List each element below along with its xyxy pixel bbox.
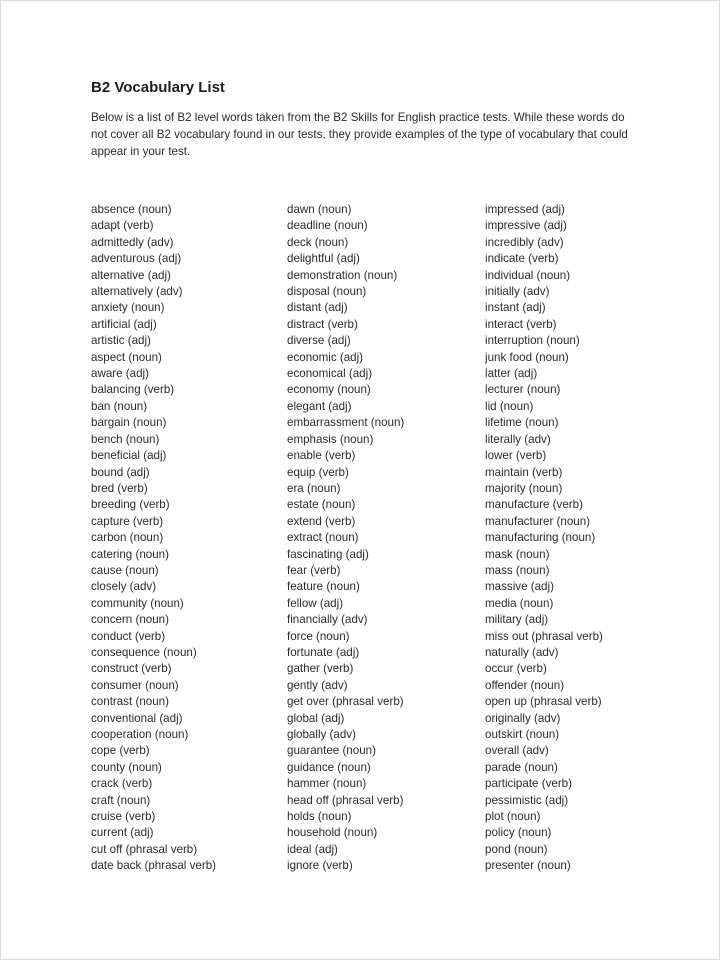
vocab-item: balancing (verb) bbox=[91, 383, 175, 397]
vocab-item: crack (verb) bbox=[91, 777, 153, 791]
vocab-item: globally (adv) bbox=[287, 728, 356, 741]
vocab-item: distant (adj) bbox=[287, 301, 348, 315]
vocab-item: latter (adj) bbox=[485, 367, 538, 381]
vocab-item: closely (adv) bbox=[91, 580, 157, 594]
vocab-item: holds (noun) bbox=[287, 810, 352, 824]
vocab-item: fortunate (adj) bbox=[287, 645, 360, 659]
vocab-item: consequence (noun) bbox=[91, 645, 197, 659]
vocab-item: community (noun) bbox=[91, 596, 184, 610]
vocab-item: manufacturer (noun) bbox=[485, 514, 591, 528]
vocab-item: alternatively (adv) bbox=[91, 285, 183, 299]
vocab-item: contrast (noun) bbox=[91, 695, 169, 709]
vocab-item: ignore (verb) bbox=[287, 859, 353, 873]
vocab-item: emphasis (noun) bbox=[287, 432, 374, 446]
vocab-item: cause (noun) bbox=[91, 563, 159, 577]
vocab-item: bench (noun) bbox=[91, 432, 160, 446]
vocab-item: equip (verb) bbox=[287, 465, 349, 479]
vocab-item: absence (noun) bbox=[91, 203, 172, 216]
vocab-item: demonstration (noun) bbox=[287, 268, 398, 282]
vocab-item: open up (phrasal verb) bbox=[485, 695, 602, 709]
vocab-item: occur (verb) bbox=[485, 662, 547, 676]
vocab-item: impressive (adj) bbox=[485, 219, 567, 233]
vocab-item: head off (phrasal verb) bbox=[287, 793, 404, 807]
vocab-item: indicate (verb) bbox=[485, 252, 559, 266]
vocab-item: consumer (noun) bbox=[91, 678, 179, 692]
vocab-item: maintain (verb) bbox=[485, 465, 563, 479]
vocab-item: gently (adv) bbox=[287, 678, 348, 692]
vocab-columns bbox=[91, 202, 719, 875]
vocab-item: pessimistic (adj) bbox=[485, 793, 569, 807]
vocab-item: originally (adv) bbox=[485, 711, 561, 725]
vocab-item: conventional (adj) bbox=[91, 711, 183, 725]
vocab-item: instant (adj) bbox=[485, 301, 546, 315]
vocab-item: junk food (noun) bbox=[485, 350, 569, 364]
vocab-item: lower (verb) bbox=[485, 449, 547, 463]
document-content bbox=[1, 1, 719, 875]
vocab-item: fascinating (adj) bbox=[287, 547, 369, 561]
vocab-item: lid (noun) bbox=[485, 399, 534, 413]
vocab-item: delightful (adj) bbox=[287, 252, 360, 266]
vocab-item: artificial (adj) bbox=[91, 317, 157, 331]
vocab-item: deadline (noun) bbox=[287, 219, 368, 233]
vocab-item: breeding (verb) bbox=[91, 498, 170, 512]
vocab-item: era (noun) bbox=[287, 481, 341, 495]
vocab-item: economical (adj) bbox=[287, 367, 373, 381]
vocab-item: parade (noun) bbox=[485, 760, 558, 774]
vocab-item: cruise (verb) bbox=[91, 810, 156, 824]
vocab-item: military (adj) bbox=[485, 613, 549, 627]
vocab-item: feature (noun) bbox=[287, 580, 360, 594]
vocab-item: fear (verb) bbox=[287, 563, 341, 577]
vocab-column-1 bbox=[91, 202, 287, 875]
vocab-item: interact (verb) bbox=[485, 317, 557, 331]
vocab-item: economic (adj) bbox=[287, 350, 364, 364]
vocab-item: enable (verb) bbox=[287, 449, 356, 463]
vocab-item: concern (noun) bbox=[91, 613, 169, 627]
vocab-item: catering (noun) bbox=[91, 547, 169, 561]
vocab-item: manufacturing (noun) bbox=[485, 531, 596, 545]
vocab-item: alternative (adj) bbox=[91, 268, 171, 282]
vocab-item: elegant (adj) bbox=[287, 399, 352, 413]
vocab-item: majority (noun) bbox=[485, 481, 563, 495]
vocab-item: media (noun) bbox=[485, 596, 554, 610]
vocab-item: guidance (noun) bbox=[287, 760, 371, 774]
vocab-item: construct (verb) bbox=[91, 662, 172, 676]
vocab-column-3 bbox=[485, 202, 685, 875]
vocab-item: adventurous (adj) bbox=[91, 252, 182, 266]
vocab-item: initially (adv) bbox=[485, 285, 550, 299]
vocab-item: bargain (noun) bbox=[91, 416, 167, 430]
vocab-item: naturally (adv) bbox=[485, 645, 559, 659]
vocab-item: get over (phrasal verb) bbox=[287, 695, 404, 709]
vocab-item: individual (noun) bbox=[485, 268, 571, 282]
vocab-item: literally (adv) bbox=[485, 432, 551, 446]
vocab-item: presenter (noun) bbox=[485, 859, 571, 873]
vocab-item: force (noun) bbox=[287, 629, 350, 643]
vocab-item: date back (phrasal verb) bbox=[91, 859, 217, 873]
vocab-item: bred (verb) bbox=[91, 481, 148, 495]
vocab-item: participate (verb) bbox=[485, 777, 572, 791]
vocab-item: extract (noun) bbox=[287, 531, 359, 545]
vocab-item: embarrassment (noun) bbox=[287, 416, 405, 430]
vocab-item: estate (noun) bbox=[287, 498, 356, 512]
vocab-item: aware (adj) bbox=[91, 367, 149, 381]
vocab-item: conduct (verb) bbox=[91, 629, 166, 643]
vocab-item: distract (verb) bbox=[287, 317, 358, 331]
vocab-item: lifetime (noun) bbox=[485, 416, 559, 430]
vocab-item: household (noun) bbox=[287, 826, 378, 840]
vocab-item: disposal (noun) bbox=[287, 285, 367, 299]
vocab-item: admittedly (adv) bbox=[91, 235, 174, 249]
vocab-item: offender (noun) bbox=[485, 678, 565, 692]
vocab-item: adapt (verb) bbox=[91, 219, 154, 233]
vocab-item: cooperation (noun) bbox=[91, 728, 189, 741]
vocab-item: policy (noun) bbox=[485, 826, 552, 840]
vocab-item: bound (adj) bbox=[91, 465, 150, 479]
vocab-item: diverse (adj) bbox=[287, 334, 351, 348]
vocab-item: incredibly (adv) bbox=[485, 235, 564, 249]
vocab-item: cut off (phrasal verb) bbox=[91, 842, 198, 856]
vocab-item: anxiety (noun) bbox=[91, 301, 165, 315]
vocab-item: ideal (adj) bbox=[287, 842, 338, 856]
vocab-item: interruption (noun) bbox=[485, 334, 580, 348]
vocab-item: beneficial (adj) bbox=[91, 449, 167, 463]
vocab-item: gather (verb) bbox=[287, 662, 354, 676]
vocab-item: economy (noun) bbox=[287, 383, 371, 397]
vocab-item: plot (noun) bbox=[485, 810, 541, 824]
vocab-item: impressed (adj) bbox=[485, 203, 565, 216]
vocab-item: hammer (noun) bbox=[287, 777, 367, 791]
vocab-item: aspect (noun) bbox=[91, 350, 162, 364]
vocab-item: lecturer (noun) bbox=[485, 383, 561, 397]
vocab-item: artistic (adj) bbox=[91, 334, 151, 348]
vocab-item: manufacture (verb) bbox=[485, 498, 583, 512]
vocab-item: craft (noun) bbox=[91, 793, 151, 807]
vocab-item: carbon (noun) bbox=[91, 531, 164, 545]
vocab-item: dawn (noun) bbox=[287, 203, 352, 216]
vocab-item: outskirt (noun) bbox=[485, 728, 560, 741]
vocab-item: financially (adv) bbox=[287, 613, 368, 627]
vocab-item: fellow (adj) bbox=[287, 596, 344, 610]
vocab-item: pond (noun) bbox=[485, 842, 548, 856]
vocab-item: global (adj) bbox=[287, 711, 345, 725]
vocab-item: extend (verb) bbox=[287, 514, 356, 528]
vocab-item: mass (noun) bbox=[485, 563, 550, 577]
vocab-item: capture (verb) bbox=[91, 514, 164, 528]
vocab-item: massive (adj) bbox=[485, 580, 554, 594]
vocab-item: county (noun) bbox=[91, 760, 162, 774]
vocab-item: current (adj) bbox=[91, 826, 154, 840]
vocab-item: ban (noun) bbox=[91, 399, 148, 413]
vocab-item: deck (noun) bbox=[287, 235, 349, 249]
vocab-column-2 bbox=[287, 202, 485, 875]
vocab-item: overall (adv) bbox=[485, 744, 549, 758]
page-title: B2 Vocabulary List bbox=[91, 79, 225, 96]
vocab-item: miss out (phrasal verb) bbox=[485, 629, 603, 643]
vocab-item: mask (noun) bbox=[485, 547, 550, 561]
intro-paragraph: Below is a list of B2 level words taken from the B2 Skills for English practice tests. While these words do not cover all B2 vocabulary found in our tests, they provide examples of the type of vocabulary that could appear in your test. bbox=[91, 111, 628, 158]
vocab-item: guarantee (noun) bbox=[287, 744, 376, 758]
vocab-item: cope (verb) bbox=[91, 744, 150, 758]
